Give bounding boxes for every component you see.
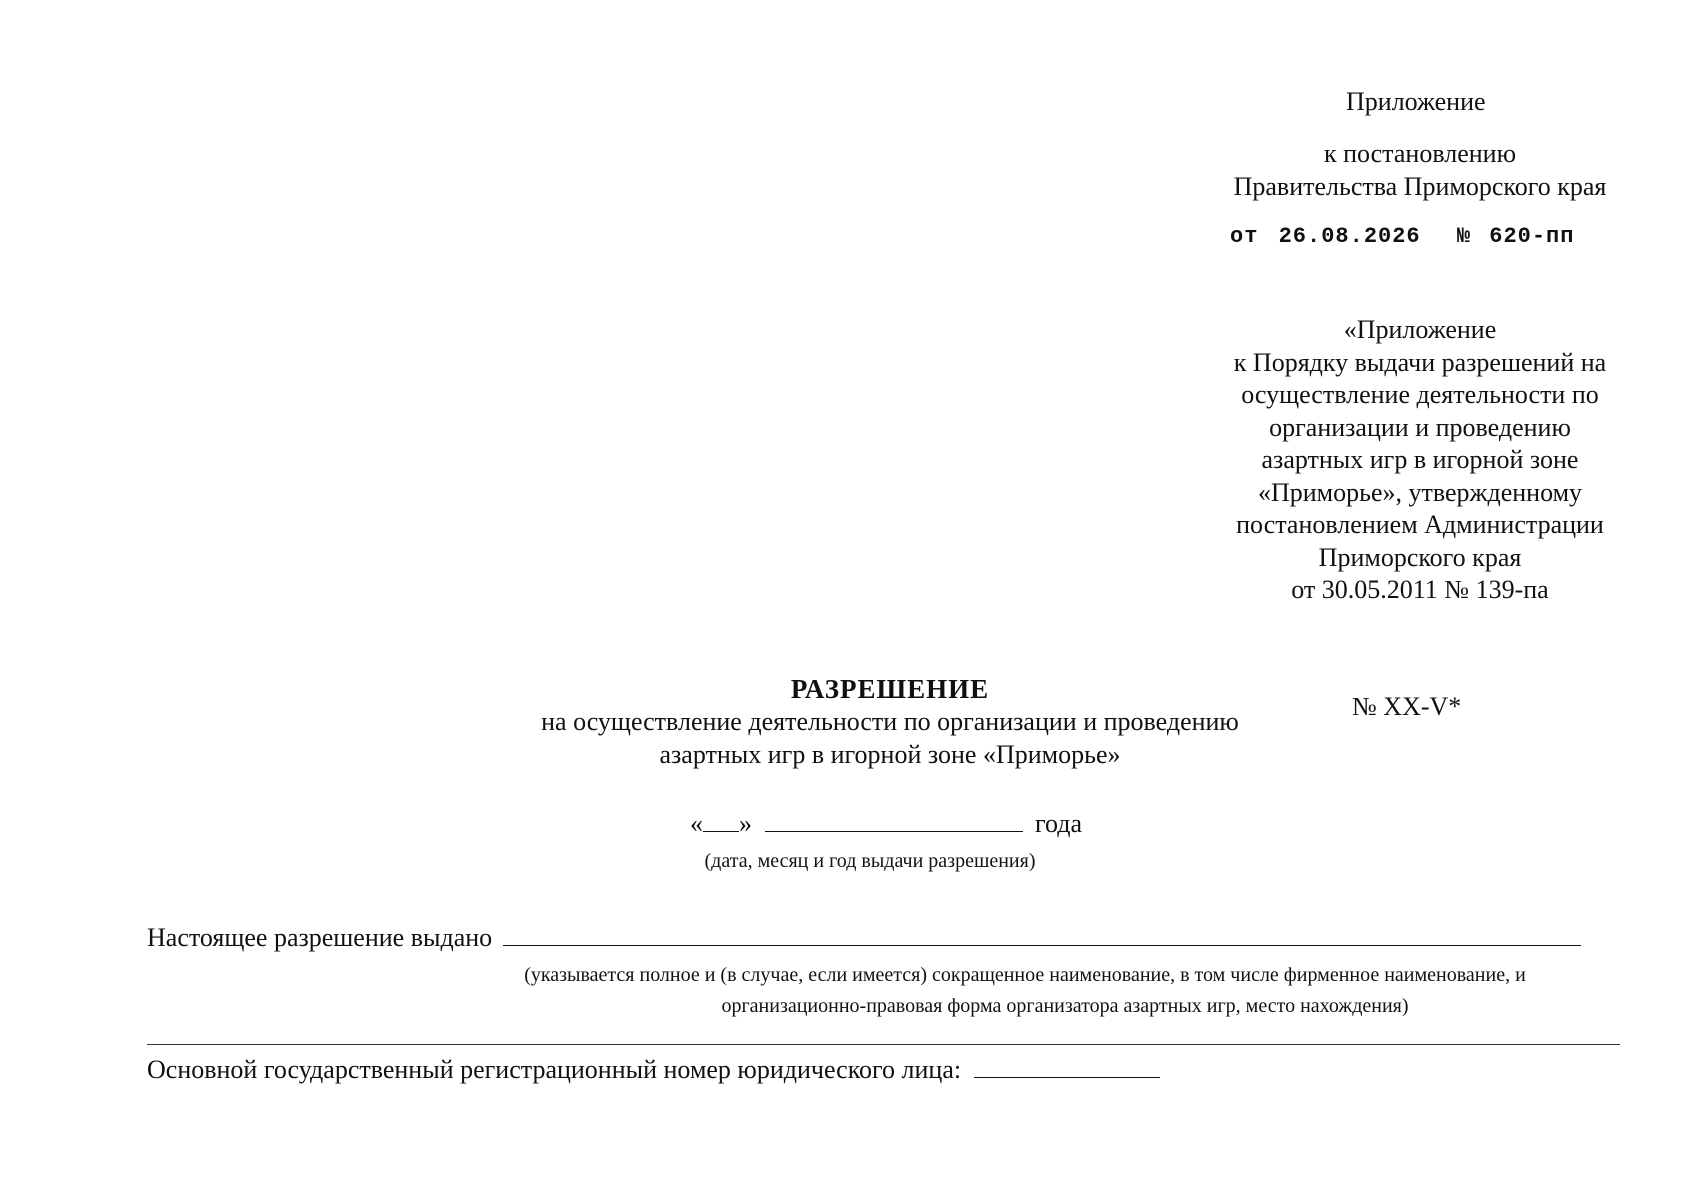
previous-appendix-line: «Приморье», утвержденному [1257, 477, 1583, 507]
date-suffix: года [1035, 809, 1083, 838]
day-blank[interactable] [703, 831, 739, 832]
resolution-line-2: Правительства Приморского края [1233, 171, 1607, 201]
ogrn-label: Основной государственный регистрационный номер юридического лица: [147, 1055, 962, 1084]
previous-appendix-line: постановлением Администрации [1236, 510, 1604, 539]
document-title: РАЗРЕШЕНИЕ [790, 674, 990, 704]
issue-date-line [690, 808, 1082, 841]
previous-appendix-line: азартных игр в игорной зоне [1261, 445, 1579, 474]
appendix-title: Приложение [1346, 87, 1486, 116]
issued-to-caption-line-1: (указывается полное и (в случае, если имеется) сокращенное наименование, в том числе фирменное наименование, и [524, 964, 1526, 986]
previous-appendix-line: осуществление деятельности по [1241, 380, 1599, 409]
previous-appendix-line: к Порядку выдачи разрешений на [1233, 347, 1607, 377]
ogrn-line [147, 1054, 1160, 1087]
resolution-stamp [1230, 224, 1574, 249]
month-year-blank[interactable] [765, 831, 1023, 832]
subtitle-line-2: азартных игр в игорной зоне «Приморье» [659, 739, 1121, 769]
stamp-date-prefix: от [1230, 224, 1259, 249]
stamp-date: 26.08.2026 [1278, 224, 1421, 249]
subtitle-line-1: на осуществление деятельности по организации и проведению [541, 707, 1239, 736]
issued-to-caption-line-2: организационно-правовая форма организатора азартных игр, место нахождения) [721, 995, 1409, 1017]
ogrn-blank[interactable] [974, 1077, 1160, 1078]
previous-appendix-line: Приморского края [1318, 542, 1522, 572]
separator-line[interactable] [147, 1044, 1620, 1045]
stamp-number-sign: № [1456, 224, 1472, 249]
issued-to-line [147, 922, 1581, 955]
date-caption: (дата, месяц и год выдачи разрешения) [704, 850, 1036, 872]
stamp-number: 620-пп [1489, 224, 1575, 249]
issued-to-blank[interactable] [503, 945, 1581, 946]
previous-appendix-line: от 30.05.2011 № 139-па [1291, 575, 1549, 604]
document-subtitle [440, 706, 1340, 771]
previous-appendix-block [1170, 314, 1670, 607]
previous-appendix-line: «Приложение [1343, 315, 1497, 344]
issued-to-label: Настоящее разрешение выдано [147, 923, 493, 952]
previous-appendix-line: организации и проведению [1269, 412, 1571, 442]
resolution-reference [1190, 138, 1650, 203]
resolution-line-1: к постановлению [1323, 139, 1517, 168]
issued-to-caption [420, 960, 1630, 1022]
date-close-quote: » [739, 809, 752, 838]
date-open-quote: « [690, 809, 703, 838]
permit-number: № XX-V* [1352, 692, 1462, 721]
